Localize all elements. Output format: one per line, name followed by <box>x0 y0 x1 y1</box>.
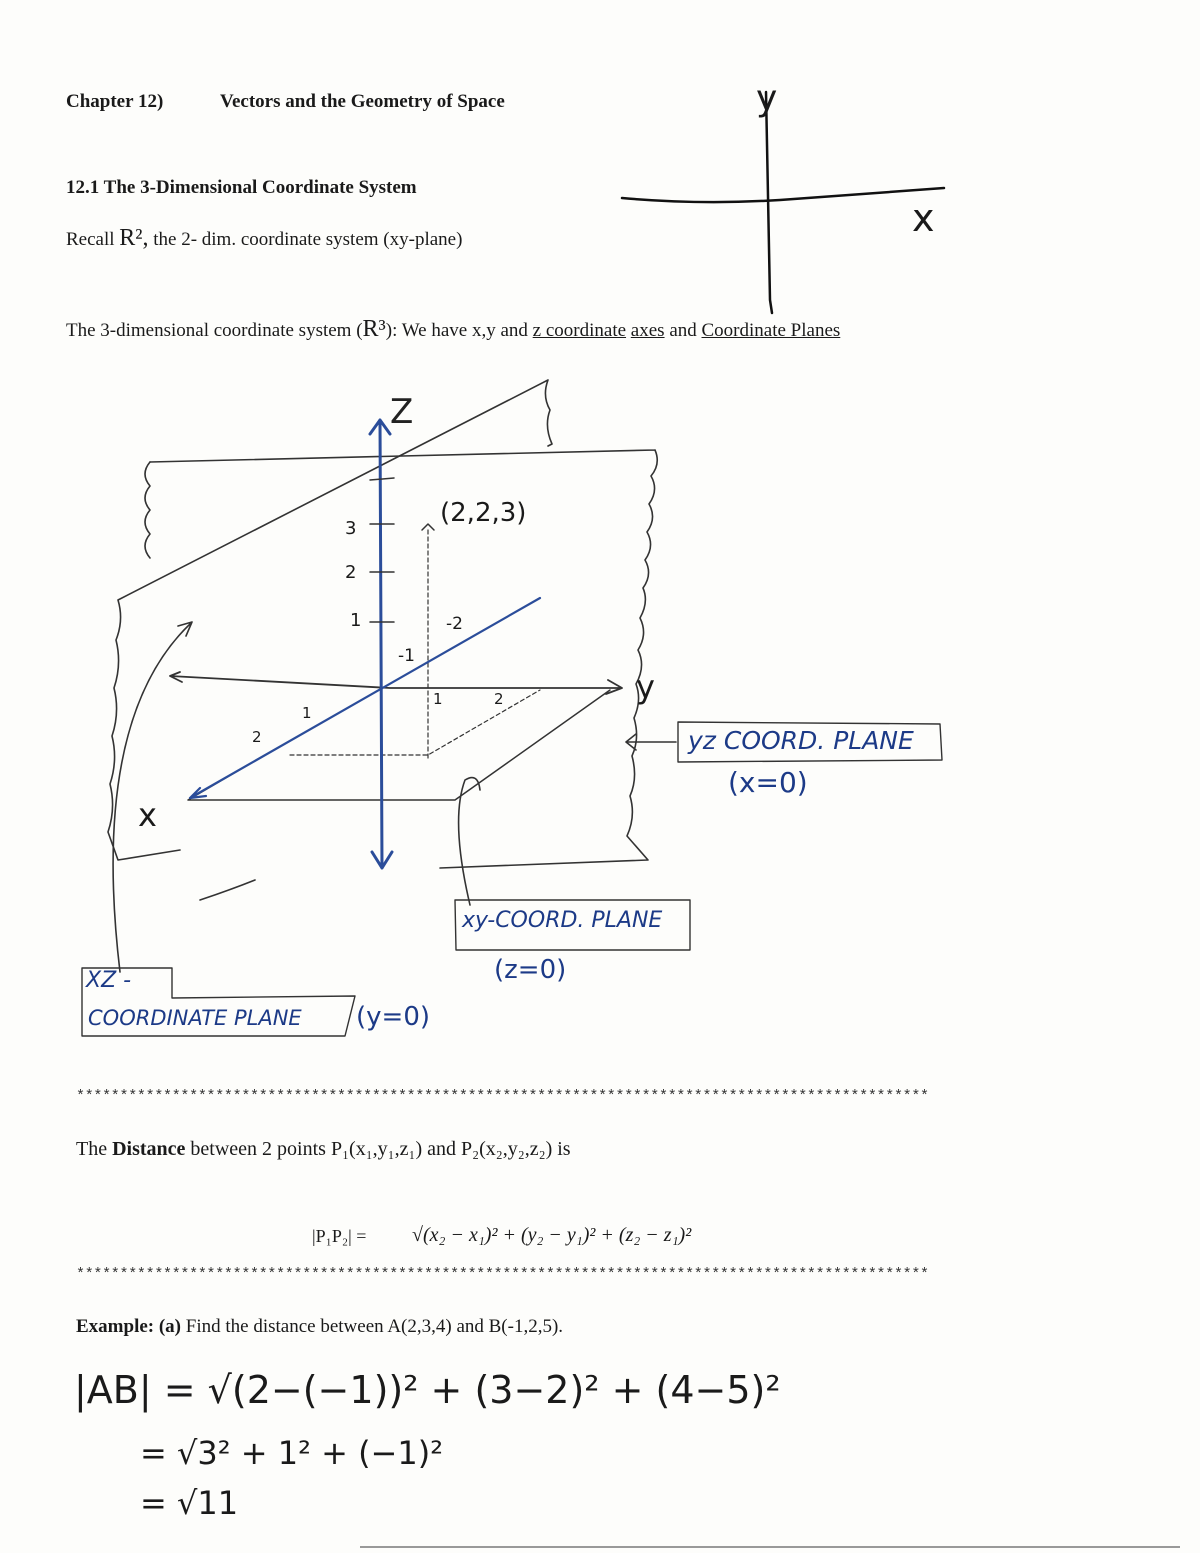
example-work-line2: = √3² + 1² + (−1)² <box>140 1434 444 1472</box>
intro-part2: ): We have x,y and <box>385 320 528 341</box>
intro-z-coordinate: z coordinate <box>532 320 627 341</box>
intro-line <box>66 316 840 343</box>
neg-tick-2: -2 <box>446 614 463 634</box>
example-work-line1: |AB| = √(2−(−1))² + (3−2)² + (4−5)² <box>74 1368 781 1412</box>
separator-top: ************************************************************************************************** <box>76 1088 929 1105</box>
example-part: (a) <box>158 1316 182 1337</box>
distance-word: Distance <box>112 1138 186 1160</box>
xz-plane-label-line2: COORDINATE PLANE <box>88 1006 302 1030</box>
x-axis <box>190 598 540 798</box>
point-marker <box>422 524 434 530</box>
page-bottom-edge <box>360 1546 1180 1548</box>
chapter-title: Vectors and the Geometry of Space <box>220 91 505 112</box>
2d-x-label: x <box>912 196 935 240</box>
example-work-line3: = √11 <box>140 1484 239 1522</box>
distance-points: between 2 points P₁(x₁,y₁,z₁) and P₂(x₂,y₂,z₂) is <box>190 1138 571 1160</box>
2d-x-axis <box>622 188 944 202</box>
point-drop-lines <box>290 530 540 760</box>
example-label: Example: <box>76 1316 155 1337</box>
r3-symbol: R³ <box>362 316 386 342</box>
yz-label-pointer <box>626 734 676 750</box>
x-axis-label: x <box>138 796 157 834</box>
yz-plane-equation: (x=0) <box>728 766 808 799</box>
recall-word: Recall <box>66 229 115 250</box>
r2-symbol: R², <box>119 225 149 251</box>
intro-coordinate-planes: Coordinate Planes <box>701 320 841 341</box>
xy-plane-equation: (z=0) <box>494 955 567 985</box>
z-tick-1: 1 <box>350 610 362 631</box>
neg-tick-1: -1 <box>398 646 415 666</box>
x-tick-2: 2 <box>252 728 262 746</box>
z-tick-2: 2 <box>345 562 357 583</box>
xy-label-pointer <box>459 778 480 905</box>
y-tick-2: 2 <box>494 690 504 708</box>
xz-plane-label-line1: XZ - <box>86 968 132 993</box>
3d-diagram <box>82 380 942 1036</box>
section-title: 12.1 The 3-Dimensional Coordinate System <box>66 177 417 198</box>
chapter-number: Chapter 12) <box>66 91 164 112</box>
point-label: (2,2,3) <box>440 498 527 528</box>
intro-and: and <box>669 320 697 341</box>
separator-bottom: ************************************************************************************************** <box>76 1266 929 1283</box>
xz-plane-equation: (y=0) <box>356 1002 431 1032</box>
recall-text: the 2- dim. coordinate system (xy-plane) <box>153 229 463 250</box>
z-axis-label: Z <box>390 392 414 432</box>
x-tick-1: 1 <box>302 704 312 722</box>
distance-lhs: |P₁P₂| = <box>312 1226 367 1246</box>
2d-y-axis <box>766 92 772 313</box>
distance-sentence <box>76 1138 571 1161</box>
2d-axes-sketch <box>622 92 944 313</box>
2d-y-label: y <box>756 78 778 119</box>
z-tick-3: 3 <box>345 518 357 539</box>
example-line <box>76 1316 563 1338</box>
yz-plane-label: yz COORD. PLANE <box>688 726 914 755</box>
example-text: Find the distance between A(2,3,4) and B(-1,2,5). <box>185 1316 564 1337</box>
xy-plane-label: xy-COORD. PLANE <box>462 908 663 933</box>
z-axis <box>370 420 392 868</box>
distance-rhs: √(x₂ − x₁)² + (y₂ − y₁)² + (z₂ − z₁)² <box>412 1224 692 1246</box>
intro-part1: The 3-dimensional coordinate system ( <box>66 320 363 341</box>
y-axis-label: y <box>636 668 655 706</box>
y-tick-1: 1 <box>433 690 443 708</box>
intro-axes: axes <box>630 320 665 341</box>
distance-the: The <box>76 1138 108 1160</box>
yz-plane-left-edge <box>145 462 150 558</box>
y-axis <box>170 672 622 694</box>
